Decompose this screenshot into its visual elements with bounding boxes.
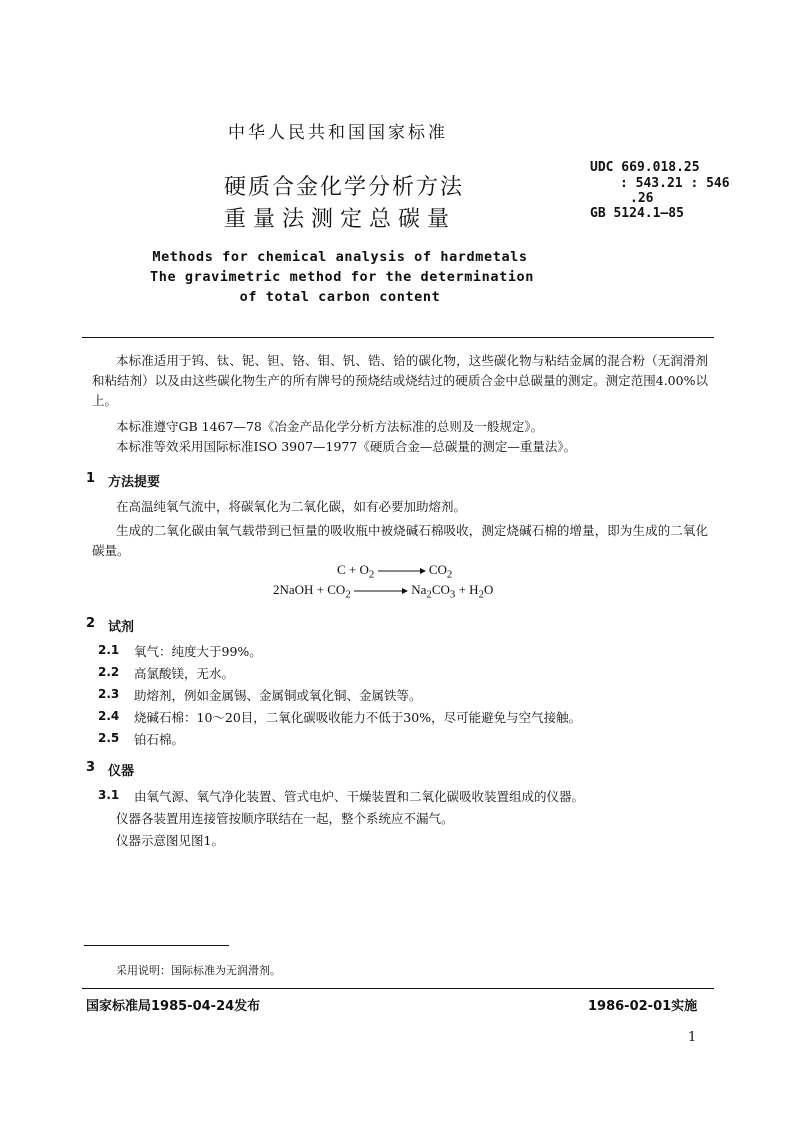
page-number: 1	[688, 1030, 697, 1045]
footnote-divider	[84, 945, 229, 946]
reagent-item-number: 2.3	[98, 687, 120, 701]
reagent-item-text: 烧碱石棉：10～20目，二氧化碳吸收能力不低于30%，尽可能避免与空气接触。	[134, 710, 582, 725]
title-english-line1: Methods for chemical analysis of hardmetals	[152, 249, 528, 265]
eq1-right-subscript: 2	[446, 568, 453, 581]
udc-code-line2: : 543.21 : 546	[620, 176, 730, 191]
eq1-right: CO	[428, 562, 447, 577]
reagent-item-number: 2.4	[98, 709, 120, 723]
section3-number: 3	[86, 760, 96, 775]
title-english-line3: of total carbon content	[239, 289, 441, 305]
apparatus-figure-reference: 仪器示意图见图1。	[116, 833, 224, 848]
footer-divider	[82, 988, 714, 989]
eq1-left-subscript: 2	[368, 568, 375, 581]
section1-paragraph1: 在高温纯氧气流中，将碳氧化为二氧化碳，如有必要加助熔剂。	[116, 499, 467, 514]
equation-1	[337, 562, 452, 581]
eq2-right-o: O	[483, 582, 494, 597]
section3-title: 仪器	[108, 764, 135, 779]
apparatus-item-number: 3.1	[98, 788, 120, 802]
compliance-paragraph: 本标准遵守GB 1467—78《冶金产品化学分析方法标准的总则及一般规定》。	[116, 419, 544, 434]
apparatus-connection-text: 仪器各装置用连接管按顺序联结在一起，整个系统应不漏气。	[116, 811, 454, 826]
reaction-arrow-icon	[354, 586, 408, 596]
reagent-item-text: 氧气：纯度大于99%。	[134, 644, 262, 659]
adoption-note: 采用说明：国际标准为无润滑剂。	[116, 964, 281, 977]
reagent-item-text: 助熔剂，例如金属锡、金属铜或氧化铜、金属铁等。	[134, 688, 422, 703]
section1-paragraph2: 生成的二氧化碳由氧气载带到已恒量的吸收瓶中被烧碱石棉吸收，测定烧碱石棉的增量，即为生成的二氧化碳量。	[92, 523, 708, 558]
scope-paragraph: 本标准适用于钨、钛、铌、钽、铬、钼、钒、锆、铪的碳化物，这些碳化物与粘结金属的混合粉（无润滑剂和粘结剂）以及由这些碳化物生产的所有牌号的预烧结或烧结过的硬质合金中总碳量的测定。测定范围4.00%以上。	[92, 353, 708, 408]
reaction-arrow-icon	[378, 566, 426, 576]
issue-date: 国家标准局1985-04-24发布	[86, 999, 261, 1014]
reagent-item-number: 2.1	[98, 643, 120, 657]
section1-number: 1	[86, 471, 96, 486]
eq2-right-subscript2: 3	[449, 588, 456, 601]
udc-code-line1: UDC 669.018.25	[590, 160, 700, 175]
eq2-left-subscript: 2	[345, 588, 351, 601]
title-chinese-line2: 重量法测定总碳量	[224, 207, 457, 232]
eq2-left: 2NaOH + CO	[273, 582, 346, 597]
eq2-right-co: CO	[431, 582, 450, 597]
issuing-country-heading: 中华人民共和国国家标准	[228, 123, 448, 143]
reagent-item-number: 2.5	[98, 731, 120, 745]
title-english-line2: The gravimetric method for the determination	[150, 269, 535, 285]
reagent-item-text: 铂石棉。	[134, 732, 185, 747]
gb-standard-number: GB 5124.1—85	[590, 206, 684, 221]
effective-date: 1986-02-01实施	[588, 999, 698, 1014]
section1-title: 方法提要	[108, 475, 161, 490]
reagent-item-number: 2.2	[98, 665, 120, 679]
udc-code-line3: .26	[630, 191, 654, 206]
section2-number: 2	[86, 616, 96, 631]
eq2-right-subscript1: 2	[426, 588, 432, 601]
eq2-right-h: + H	[455, 582, 479, 597]
equation-2	[273, 582, 493, 601]
reagent-item-text: 高氯酸镁，无水。	[134, 666, 235, 681]
eq2-right-subscript3: 2	[478, 588, 484, 601]
section2-title: 试剂	[108, 620, 135, 635]
eq1-left: C + O	[337, 562, 369, 577]
apparatus-item-text: 由氧气源、氧气净化装置、管式电炉、干燥装置和二氧化碳吸收装置组成的仪器。	[134, 789, 585, 804]
eq2-right-na: Na	[411, 582, 427, 597]
header-divider	[82, 337, 714, 338]
equivalence-paragraph: 本标准等效采用国际标准ISO 3907—1977《硬质合金—总碳量的测定—重量法》。	[116, 439, 577, 454]
title-chinese-line1: 硬质合金化学分析方法	[224, 175, 465, 200]
